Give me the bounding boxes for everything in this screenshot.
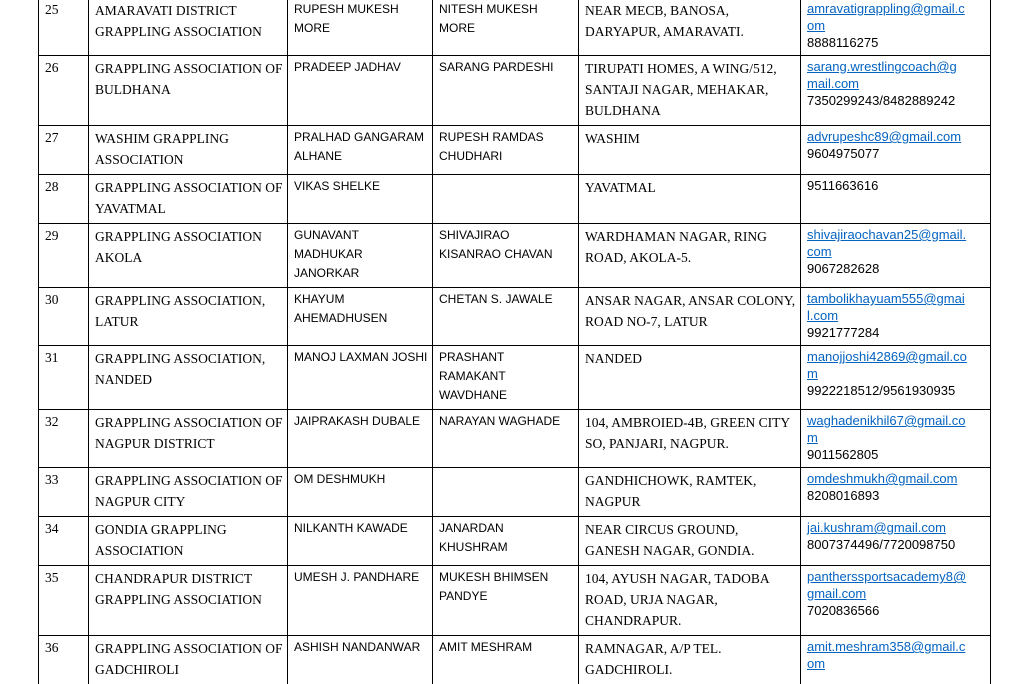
address-cell: GANDHICHOWK, RAMTEK, NAGPUR [579, 468, 801, 517]
person1-cell: OM DESHMUKH [288, 468, 433, 517]
serial-number-cell: 33 [39, 468, 89, 517]
association-cell: GRAPPLING ASSOCIATION OF YAVATMAL [89, 175, 288, 224]
table-row [39, 288, 991, 346]
serial-number-cell: 32 [39, 410, 89, 468]
address-cell: WARDHAMAN NAGAR, RING ROAD, AKOLA-5. [579, 224, 801, 288]
person1-cell: MANOJ LAXMAN JOSHI [288, 346, 433, 410]
address-cell: NANDED [579, 346, 801, 410]
contact-cell [801, 410, 991, 468]
person1-cell: RUPESH MUKESH MORE [288, 0, 433, 56]
email-link[interactable]: manojjoshi42869@gmail.com [807, 349, 967, 381]
person2-cell [433, 468, 579, 517]
person1-cell: KHAYUM AHEMADHUSEN [288, 288, 433, 346]
email-link[interactable]: waghadenikhil67@gmail.com [807, 413, 966, 445]
address-cell: 104, AYUSH NAGAR, TADOBA ROAD, URJA NAGAR, CHANDRAPUR. [579, 566, 801, 636]
phone-number: 8888116275 [807, 35, 879, 50]
contact-cell [801, 346, 991, 410]
phone-number: 9511663616 [807, 178, 879, 193]
association-cell: GRAPPLING ASSOCIATION OF GADCHIROLI [89, 636, 288, 684]
contact-cell [801, 566, 991, 636]
email-link[interactable]: jai.kushram@gmail.com [807, 520, 946, 535]
serial-number-cell: 25 [39, 0, 89, 56]
person1-cell: NILKANTH KAWADE [288, 517, 433, 566]
person1-cell: PRADEEP JADHAV [288, 56, 433, 126]
person1-cell: ASHISH NANDANWAR [288, 636, 433, 684]
contact-cell [801, 468, 991, 517]
table-row [39, 0, 991, 56]
phone-number: 9921777284 [807, 325, 880, 340]
serial-number-cell: 29 [39, 224, 89, 288]
address-cell: YAVATMAL [579, 175, 801, 224]
serial-number-cell: 30 [39, 288, 89, 346]
person2-cell: JANARDAN KHUSHRAM [433, 517, 579, 566]
person2-cell: SARANG PARDESHI [433, 56, 579, 126]
serial-number-cell: 28 [39, 175, 89, 224]
serial-number-cell: 35 [39, 566, 89, 636]
person1-cell: UMESH J. PANDHARE [288, 566, 433, 636]
email-link[interactable]: amravatigrappling@gmail.com [807, 1, 965, 33]
serial-number-cell: 34 [39, 517, 89, 566]
person2-cell: MUKESH BHIMSEN PANDYE [433, 566, 579, 636]
email-link[interactable]: tambolikhayuam555@gmail.com [807, 291, 965, 323]
association-cell: CHANDRAPUR DISTRICT GRAPPLING ASSOCIATION [89, 566, 288, 636]
address-cell: RAMNAGAR, A/P TEL. GADCHIROLI. [579, 636, 801, 684]
phone-number: 7020836566 [807, 603, 880, 618]
table-row [39, 566, 991, 636]
serial-number-cell: 36 [39, 636, 89, 684]
person2-cell: AMIT MESHRAM [433, 636, 579, 684]
association-cell: GRAPPLING ASSOCIATION OF NAGPUR DISTRICT [89, 410, 288, 468]
person2-cell: NARAYAN WAGHADE [433, 410, 579, 468]
email-link[interactable]: amit.meshram358@gmail.com [807, 639, 966, 671]
associations-table [38, 0, 991, 684]
phone-number: 9604975077 [807, 146, 880, 161]
person2-cell: SHIVAJIRAO KISANRAO CHAVAN [433, 224, 579, 288]
contact-cell [801, 126, 991, 175]
address-cell: NEAR MECB, BANOSA, DARYAPUR, AMARAVATI. [579, 0, 801, 56]
phone-number: 9922218512/9561930935 [807, 383, 956, 398]
table-row [39, 126, 991, 175]
association-cell: GRAPPLING ASSOCIATION OF NAGPUR CITY [89, 468, 288, 517]
person1-cell: JAIPRAKASH DUBALE [288, 410, 433, 468]
contact-cell [801, 0, 991, 56]
person2-cell: NITESH MUKESH MORE [433, 0, 579, 56]
address-cell: NEAR CIRCUS GROUND, GANESH NAGAR, GONDIA. [579, 517, 801, 566]
person1-cell: GUNAVANT MADHUKAR JANORKAR [288, 224, 433, 288]
phone-number: 8007374496/7720098750 [807, 537, 956, 552]
email-link[interactable]: omdeshmukh@gmail.com [807, 471, 958, 486]
table-row [39, 468, 991, 517]
phone-number: 7350299243/8482889242 [807, 93, 956, 108]
contact-cell [801, 288, 991, 346]
table-row [39, 224, 991, 288]
table-row [39, 636, 991, 684]
table-row [39, 56, 991, 126]
association-cell: GONDIA GRAPPLING ASSOCIATION [89, 517, 288, 566]
serial-number-cell: 31 [39, 346, 89, 410]
phone-number: 9067282628 [807, 261, 880, 276]
contact-cell [801, 56, 991, 126]
contact-cell [801, 636, 991, 684]
association-cell: GRAPPLING ASSOCIATION, LATUR [89, 288, 288, 346]
table-row [39, 410, 991, 468]
person2-cell [433, 175, 579, 224]
address-cell: 104, AMBROIED-4B, GREEN CITY SO, PANJARI, NAGPUR. [579, 410, 801, 468]
association-cell: WASHIM GRAPPLING ASSOCIATION [89, 126, 288, 175]
table-row [39, 517, 991, 566]
association-cell: AMARAVATI DISTRICT GRAPPLING ASSOCIATION [89, 0, 288, 56]
person2-cell: PRASHANT RAMAKANT WAVDHANE [433, 346, 579, 410]
phone-number: 8208016893 [807, 488, 880, 503]
email-link[interactable]: sarang.wrestlingcoach@gmail.com [807, 59, 957, 91]
table-row [39, 346, 991, 410]
association-cell: GRAPPLING ASSOCIATION OF BULDHANA [89, 56, 288, 126]
association-cell: GRAPPLING ASSOCIATION AKOLA [89, 224, 288, 288]
email-link[interactable]: advrupeshc89@gmail.com [807, 129, 962, 144]
table-row [39, 175, 991, 224]
contact-cell [801, 175, 991, 224]
contact-cell [801, 517, 991, 566]
person2-cell: CHETAN S. JAWALE [433, 288, 579, 346]
person1-cell: VIKAS SHELKE [288, 175, 433, 224]
email-link[interactable]: pantherssportsacademy8@gmail.com [807, 569, 967, 601]
associations-table-body [39, 0, 991, 684]
person1-cell: PRALHAD GANGARAM ALHANE [288, 126, 433, 175]
address-cell: WASHIM [579, 126, 801, 175]
association-cell: GRAPPLING ASSOCIATION, NANDED [89, 346, 288, 410]
address-cell: TIRUPATI HOMES, A WING/512, SANTAJI NAGAR, MEHAKAR, BULDHANA [579, 56, 801, 126]
serial-number-cell: 26 [39, 56, 89, 126]
person2-cell: RUPESH RAMDAS CHUDHARI [433, 126, 579, 175]
phone-number: 9011562805 [807, 447, 879, 462]
serial-number-cell: 27 [39, 126, 89, 175]
contact-cell [801, 224, 991, 288]
address-cell: ANSAR NAGAR, ANSAR COLONY, ROAD NO-7, LATUR [579, 288, 801, 346]
email-link[interactable]: shivajiraochavan25@gmail.com [807, 227, 967, 259]
